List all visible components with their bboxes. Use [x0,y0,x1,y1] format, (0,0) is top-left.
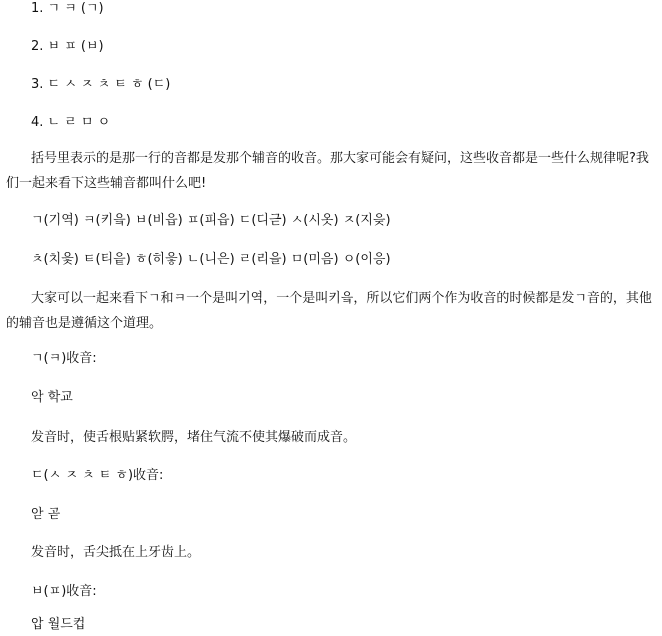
list-item-4: 4. ㄴ ㄹ ㅁ ㅇ [31,115,111,130]
list-item-1: 1. ㄱ ㅋ (ㄱ) [31,1,104,16]
pronunciation-note-giyeok: 发音时，使舌根贴紧软腭，堵住气流不使其爆破而成音。 [31,430,357,445]
example-words-bieup: 압 월드컵 [31,617,86,632]
pronunciation-note-digeut: 发音时，舌尖抵在上牙齿上。 [31,545,201,560]
section-heading-giyeok: ㄱ(ㅋ)收音: [31,351,97,366]
list-item-2: 2. ㅂ ㅍ (ㅂ) [31,39,104,54]
consonant-names-row-2: ㅊ(치읓) ㅌ(티읕) ㅎ(히읗) ㄴ(니은) ㄹ(리을) ㅁ(미음) ㅇ(이응) [31,252,391,267]
consonant-names-row-1: ㄱ(기역) ㅋ(키읔) ㅂ(비읍) ㅍ(피읍) ㄷ(디귿) ㅅ(시옷) ㅈ(지읒) [31,213,391,228]
section-heading-digeut: ㄷ(ㅅ ㅈ ㅊ ㅌ ㅎ)收音: [31,468,164,483]
example-words-giyeok: 악 학교 [31,390,73,405]
explanation-paragraph: 大家可以一起来看下ㄱ和ㅋ一个是叫기역，一个是叫키읔，所以它们两个作为收音的时候都是发ㄱ音的，其他的辅音也是遵循这个道理。 [6,291,652,331]
example-words-digeut: 앋 곧 [31,507,61,522]
intro-paragraph: 括号里表示的是那一行的音都是发那个辅音的收音。那大家可能会有疑问，这些收音都是一些什么规律呢?我们一起来看下这些辅音都叫什么吧! [6,151,649,191]
section-heading-bieup: ㅂ(ㅍ)收音: [31,584,97,599]
list-item-3: 3. ㄷ ㅅ ㅈ ㅊ ㅌ ㅎ (ㄷ) [31,77,171,92]
